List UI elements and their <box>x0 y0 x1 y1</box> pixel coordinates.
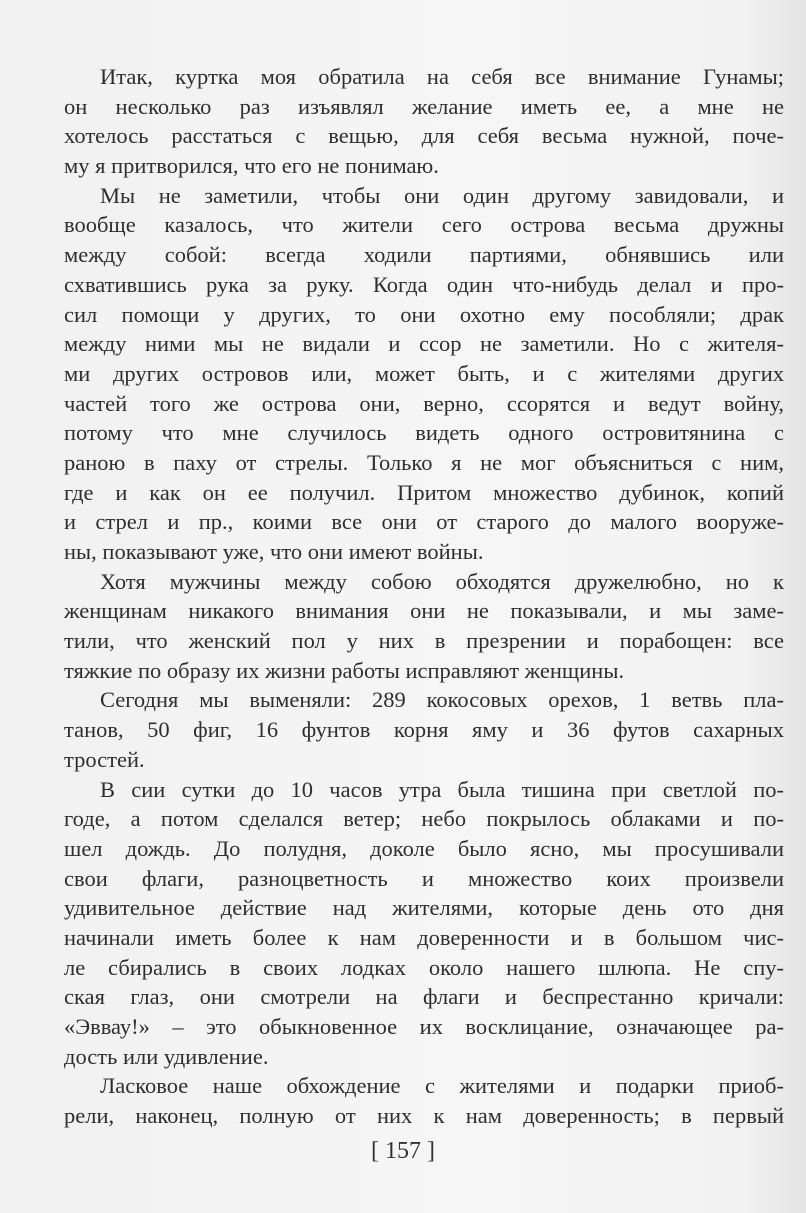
text-line: свои флаги, разноцветность и множество коих произвели <box>64 865 784 891</box>
text-line: между ними мы не видали и ссор не заметили. Но с жителя- <box>64 331 784 357</box>
text-line: он несколько раз изъявлял желание иметь ее, а мне не <box>64 93 784 119</box>
text-line: дость или удивление. <box>64 1043 269 1069</box>
text-line: Итак, куртка моя обратила на себя все внимание Гунамы; <box>100 64 784 89</box>
text-line: ле сбирались в своих лодках около нашего шлюпа. Не спу- <box>64 954 784 980</box>
text-line: Хотя мужчины между собою обходятся дружелюбно, но к <box>100 568 784 594</box>
body-text <box>64 62 784 1131</box>
text-line: тяжкие по образу их жизни работы исправляют женщины. <box>64 657 625 683</box>
text-line: В сии сутки до 10 часов утра была тишина при светлой по- <box>100 776 784 802</box>
text-line: Сегодня мы выменяли: 289 кокосовых орехов, 1 ветвь пла- <box>100 687 784 713</box>
text-line: ская глаз, они смотрели на флаги и беспрестанно кричали: <box>64 984 784 1010</box>
paragraph <box>64 62 784 181</box>
text-line: потому что мне случилось видеть одного островитянина с <box>64 420 784 446</box>
paragraph <box>64 685 784 774</box>
text-line: ны, показывают уже, что они имеют войны. <box>64 539 484 564</box>
paragraph <box>64 567 784 686</box>
paragraph <box>64 775 784 1072</box>
paragraph <box>64 181 784 567</box>
text-line: рели, наконец, полную от них к нам доверенность; в первый <box>64 1103 784 1129</box>
text-line: ми других островов или, может быть, и с жителями других <box>64 360 784 386</box>
text-line: «Эввау!» – это обыкновенное их восклицание, означающее ра- <box>64 1014 784 1039</box>
text-line: годе, а потом сделался ветер; небо покрылось облаками и по- <box>64 806 784 832</box>
text-line: Мы не заметили, чтобы они один другому завидовали, и <box>100 182 784 208</box>
text-line: женщинам никакого внимания они не показывали, и мы заме- <box>64 598 784 624</box>
text-line: схватившись рука за руку. Когда один что-нибудь делал и про- <box>64 271 784 297</box>
text-line: танов, 50 фиг, 16 фунтов корня яму и 36 футов сахарных <box>64 717 784 743</box>
text-line: начинали иметь более к нам доверенности и в большом чис- <box>64 924 784 950</box>
text-line: между собой: всегда ходили партиями, обнявшись или <box>64 242 784 268</box>
text-line: раною в паху от стрелы. Только я не мог объясниться с ним, <box>64 449 784 475</box>
text-line: и стрел и пр., коими все они от старого до малого вооруже- <box>64 509 784 535</box>
text-line: му я притворился, что его не понимаю. <box>64 153 439 179</box>
text-line: где и как он ее получил. Притом множество дубинок, копий <box>64 479 784 505</box>
text-line: Ласковое наше обхождение с жителями и подарки приоб- <box>100 1073 784 1099</box>
text-line: хотелось расстаться с вещью, для себя весьма нужной, поче- <box>64 123 784 149</box>
paragraph <box>64 1071 784 1130</box>
text-line: частей того же острова они, верно, ссорятся и ведут войну, <box>64 390 784 416</box>
text-line: сил помощи у других, то они охотно ему пособляли; драк <box>64 301 784 327</box>
page-number: [ 157 ] <box>371 1138 435 1164</box>
text-line: тили, что женский пол у них в презрении и порабощен: все <box>64 628 784 654</box>
text-line: тростей. <box>64 746 145 772</box>
text-line: шел дождь. До полудня, доколе было ясно, мы просушивали <box>64 835 784 861</box>
text-line: вообще казалось, что жители сего острова весьма дружны <box>64 212 784 238</box>
text-line: удивительное действие над жителями, которые день ото дня <box>64 895 784 921</box>
